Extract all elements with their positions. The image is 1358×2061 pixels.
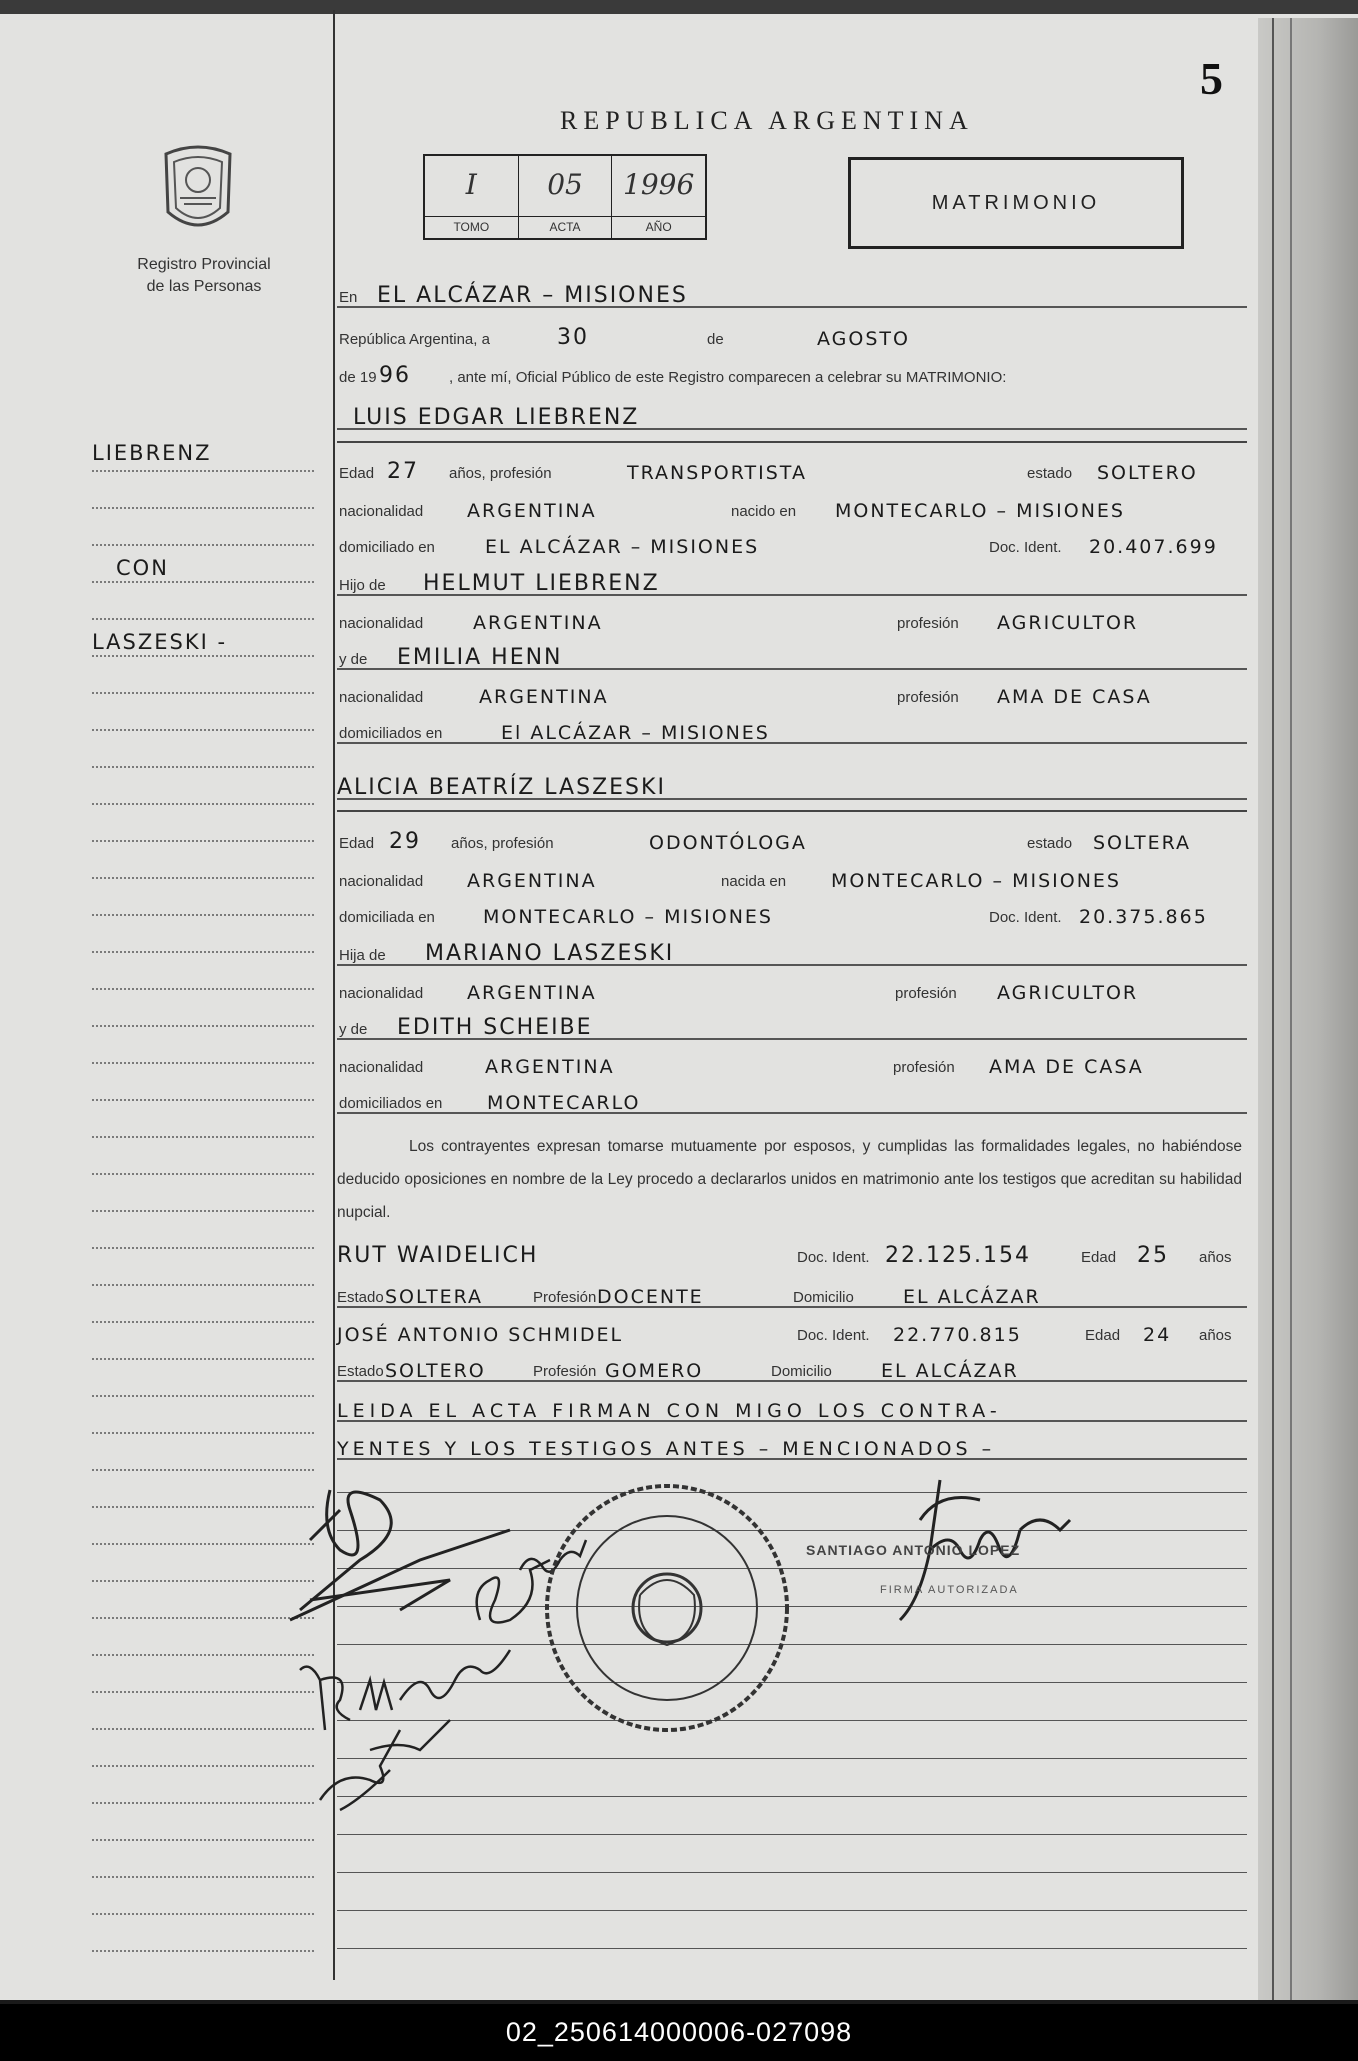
anio-label: AÑO xyxy=(612,216,705,238)
bride-nationality-line xyxy=(337,856,1247,896)
margin-dotted-line xyxy=(92,1432,314,1434)
witness-1-doc: 22.125.154 xyxy=(885,1243,1031,1268)
bride-name: ALICIA BEATRÍZ LASZESKI xyxy=(337,775,666,800)
witness-2-doc: 22.770.815 xyxy=(893,1324,1022,1346)
groom-parents-address: El ALCÁZAR – MISIONES xyxy=(501,722,770,744)
groom-status: SOLTERO xyxy=(1097,462,1198,484)
de-label: de xyxy=(707,331,724,348)
margin-dotted-line xyxy=(92,914,314,916)
groom-name: LUIS EDGAR LIEBRENZ xyxy=(353,405,640,430)
groom-nationality-line xyxy=(337,486,1247,526)
closing-line-1 xyxy=(337,1386,1247,1426)
groom-father-line xyxy=(337,560,1247,600)
signatures-and-seal xyxy=(280,1470,1180,1850)
witness-2-details-line xyxy=(337,1346,1247,1386)
anio-cell xyxy=(612,156,705,238)
nacionalidad-label: nacionalidad xyxy=(339,1059,424,1076)
top-edge xyxy=(0,0,1358,14)
year-prefix: de 19 xyxy=(339,369,377,386)
yde-label: y de xyxy=(339,651,368,668)
margin-dotted-line xyxy=(92,1136,314,1138)
margin-dotted-line xyxy=(92,581,314,583)
bride-parents-address-line xyxy=(337,1078,1247,1118)
anios-label: años xyxy=(1199,1327,1232,1344)
margin-dotted-line xyxy=(92,1321,314,1323)
registry-line-2: de las Personas xyxy=(146,278,262,295)
estado-label: Estado xyxy=(337,1289,384,1306)
profesion-label: profesión xyxy=(893,1059,955,1076)
registry-name xyxy=(108,254,300,298)
groom-father: HELMUT LIEBRENZ xyxy=(423,571,660,596)
closing-line-2 xyxy=(337,1424,1247,1464)
witness-1-profession: DOCENTE xyxy=(597,1286,704,1308)
margin-dotted-line xyxy=(92,1173,314,1175)
witness-1-age: 25 xyxy=(1137,1243,1169,1268)
estado-label: Estado xyxy=(337,1363,384,1380)
groom-doc: 20.407.699 xyxy=(1089,536,1218,558)
bride-mother-line xyxy=(337,1004,1247,1044)
bride-father-profession: AGRICULTOR xyxy=(997,982,1139,1004)
declaration-text: Los contrayentes expresan tomarse mutuamente por esposos, y cumplidas las formalidades legales, no habiéndose deducido oposiciones en nombre de la Ley procedo a declararlos unidos en matrimonio ante los testigos que acreditan su habilidad nupcial. xyxy=(337,1138,1242,1221)
nacionalidad-label: nacionalidad xyxy=(339,615,424,632)
margin-dotted-line xyxy=(92,1062,314,1064)
intro-text: , ante mí, Oficial Público de este Registro comparecen a celebrar su MATRIMONIO: xyxy=(449,369,1007,386)
blank-ruled-line xyxy=(337,1910,1247,1911)
witness-2-profession: GOMERO xyxy=(605,1360,704,1382)
groom-address: EL ALCÁZAR – MISIONES xyxy=(485,536,760,558)
margin-dotted-line xyxy=(92,1099,314,1101)
margin-dotted-line xyxy=(92,1395,314,1397)
witness-2-address: EL ALCÁZAR xyxy=(881,1360,1019,1382)
section-rule xyxy=(337,810,1247,812)
bride-birthplace: MONTECARLO – MISIONES xyxy=(831,870,1121,892)
en-label: En xyxy=(339,289,358,306)
margin-con: CON xyxy=(116,556,169,580)
country-heading: REPUBLICA ARGENTINA xyxy=(560,106,974,135)
margin-dotted-line xyxy=(92,1913,314,1915)
margin-dotted-line xyxy=(92,1284,314,1286)
margin-dotted-line xyxy=(92,803,314,805)
hijo-label: Hijo de xyxy=(339,577,386,594)
groom-age-line xyxy=(337,448,1247,488)
margin-dotted-line xyxy=(92,729,314,731)
bride-profession: ODONTÓLOGA xyxy=(649,832,807,854)
groom-mother-profession: AMA DE CASA xyxy=(997,686,1152,708)
nacionalidad-label: nacionalidad xyxy=(339,873,424,890)
groom-father-nationality: ARGENTINA xyxy=(473,612,603,634)
blank-ruled-line xyxy=(337,1948,1247,1949)
bride-status: SOLTERA xyxy=(1093,832,1192,854)
tomo-label: TOMO xyxy=(425,216,518,238)
witness-2-status: SOLTERO xyxy=(385,1360,486,1382)
registry-line-1: Registro Provincial xyxy=(137,256,271,273)
witness-2-name: JOSÉ ANTONIO SCHMIDEL xyxy=(337,1324,624,1346)
anio-value: 1996 xyxy=(623,168,695,201)
doc-label: Doc. Ident. xyxy=(797,1249,870,1266)
groom-profession: TRANSPORTISTA xyxy=(627,462,807,484)
province-seal-icon xyxy=(160,140,236,240)
document-type: MATRIMONIO xyxy=(848,157,1184,249)
bride-nationality: ARGENTINA xyxy=(467,870,597,892)
margin-dotted-line xyxy=(92,877,314,879)
edad-label: Edad xyxy=(1081,1249,1117,1266)
nacido-label: nacido en xyxy=(731,503,797,520)
bride-address: MONTECARLO – MISIONES xyxy=(483,906,773,928)
groom-father-details-line xyxy=(337,598,1247,638)
margin-dotted-line xyxy=(92,544,314,546)
bride-age: 29 xyxy=(389,829,421,854)
doc-label: Doc. Ident. xyxy=(989,539,1062,556)
profesion-label: Profesión xyxy=(533,1363,597,1380)
bride-father: MARIANO LASZESKI xyxy=(425,941,675,966)
margin-dotted-line xyxy=(92,1950,314,1952)
groom-address-line xyxy=(337,522,1247,562)
margin-dotted-line xyxy=(92,1358,314,1360)
bride-doc: 20.375.865 xyxy=(1079,906,1208,928)
groom-age: 27 xyxy=(387,459,419,484)
groom-mother-nationality: ARGENTINA xyxy=(479,686,609,708)
doc-label: Doc. Ident. xyxy=(989,909,1062,926)
profesion-label: profesión xyxy=(897,689,959,706)
margin-dotted-line xyxy=(92,840,314,842)
margin-dotted-line xyxy=(92,1247,314,1249)
tomo-cell xyxy=(425,156,519,238)
edad-label: Edad xyxy=(339,465,375,482)
official-seal xyxy=(547,1486,787,1730)
official-name: SANTIAGO ANTONIO LOPEZ xyxy=(806,1542,1021,1558)
groom-father-profession: AGRICULTOR xyxy=(997,612,1139,634)
acta-label: ACTA xyxy=(519,216,612,238)
witness-2-age: 24 xyxy=(1143,1324,1172,1346)
groom-mother-line xyxy=(337,634,1247,674)
nacionalidad-label: nacionalidad xyxy=(339,689,424,706)
margin-dotted-line xyxy=(92,655,314,657)
nacionalidad-label: nacionalidad xyxy=(339,985,424,1002)
witness-1-address: EL ALCÁZAR xyxy=(903,1286,1041,1308)
groom-nationality: ARGENTINA xyxy=(467,500,597,522)
nacida-label: nacida en xyxy=(721,873,787,890)
estado-label: estado xyxy=(1027,465,1073,482)
witness-1-name: RUT WAIDELICH xyxy=(337,1243,539,1268)
domiciliada-label: domiciliada en xyxy=(339,909,435,926)
yde-label: y de xyxy=(339,1021,368,1038)
bride-name-line xyxy=(337,764,1247,804)
bride-mother: EDITH SCHEIBE xyxy=(397,1015,593,1040)
domiciliados-label: domiciliados en xyxy=(339,1095,443,1112)
bride-parents-address: MONTECARLO xyxy=(487,1092,641,1114)
day-value: 30 xyxy=(557,325,589,350)
margin-dotted-line xyxy=(92,470,314,472)
page-number: 5 xyxy=(1200,53,1223,104)
profesion-label: profesión xyxy=(897,615,959,632)
margin-surname-1: LIEBRENZ xyxy=(92,441,212,465)
estado-label: estado xyxy=(1027,835,1073,852)
hija-label: Hija de xyxy=(339,947,386,964)
anios-label: años xyxy=(1199,1249,1232,1266)
bride-mother-details-line xyxy=(337,1042,1247,1082)
margin-dotted-line xyxy=(92,507,314,509)
bride-father-nationality: ARGENTINA xyxy=(467,982,597,1004)
bride-father-details-line xyxy=(337,968,1247,1008)
bride-mother-nationality: ARGENTINA xyxy=(485,1056,615,1078)
margin-dotted-line xyxy=(92,766,314,768)
edad-label: Edad xyxy=(339,835,375,852)
section-rule xyxy=(337,441,1247,443)
domicilio-label: Domicilio xyxy=(793,1289,854,1306)
signature-witness-1 xyxy=(300,1650,510,1730)
margin-dotted-line xyxy=(92,1025,314,1027)
edad-label: Edad xyxy=(1085,1327,1121,1344)
year-line xyxy=(337,352,1247,392)
place-value: EL ALCÁZAR – MISIONES xyxy=(377,283,688,308)
bride-age-line xyxy=(337,818,1247,858)
witness-1-status: SOLTERA xyxy=(385,1286,484,1308)
witness-1-line xyxy=(337,1232,1247,1272)
groom-birthplace: MONTECARLO – MISIONES xyxy=(835,500,1125,522)
witness-1-details-line xyxy=(337,1272,1247,1312)
republica-label: República Argentina, a xyxy=(339,331,490,348)
official-title: FIRMA AUTORIZADA xyxy=(880,1584,1019,1596)
margin-dotted-line xyxy=(92,1210,314,1212)
signature-witness-2 xyxy=(320,1720,450,1810)
domiciliados-label: domiciliados en xyxy=(339,725,443,742)
domicilio-label: Domicilio xyxy=(771,1363,832,1380)
margin-dotted-line xyxy=(92,988,314,990)
bride-mother-profession: AMA DE CASA xyxy=(989,1056,1144,1078)
place-line xyxy=(337,272,1247,312)
margin-dotted-line xyxy=(92,692,314,694)
bride-address-line xyxy=(337,892,1247,932)
year-suffix: 96 xyxy=(379,363,411,388)
margin-dotted-line xyxy=(92,618,314,620)
reference-box xyxy=(423,154,707,240)
profesion-label: Profesión xyxy=(533,1289,597,1306)
profesion-label: años, profesión xyxy=(451,835,554,852)
signature-bride xyxy=(477,1540,586,1623)
profesion-label: años, profesión xyxy=(449,465,552,482)
nacionalidad-label: nacionalidad xyxy=(339,503,424,520)
margin-dotted-line xyxy=(92,1876,314,1878)
groom-mother-details-line xyxy=(337,672,1247,712)
tomo-value: I xyxy=(465,168,477,201)
closing-text-1: LEIDA EL ACTA FIRMAN CON MIGO LOS CONTRA- xyxy=(337,1400,1002,1422)
acta-value: 05 xyxy=(547,168,583,201)
image-caption: 02_250614000006-027098 xyxy=(0,2004,1358,2061)
book-binding-edge xyxy=(1258,18,1358,2000)
doc-label: Doc. Ident. xyxy=(797,1327,870,1344)
margin-dotted-line xyxy=(92,951,314,953)
margin-surname-2: LASZESKI - xyxy=(92,630,228,654)
groom-name-line xyxy=(337,394,1247,434)
witness-2-line xyxy=(337,1310,1247,1350)
groom-parents-address-line xyxy=(337,708,1247,748)
acta-cell xyxy=(519,156,613,238)
month-value: AGOSTO xyxy=(817,328,910,350)
groom-mother: EMILIA HENN xyxy=(397,645,563,670)
date-line xyxy=(337,314,1247,354)
closing-text-2: YENTES Y LOS TESTIGOS ANTES – MENCIONADOS – xyxy=(337,1438,996,1460)
bride-father-line xyxy=(337,930,1247,970)
domiciliado-label: domiciliado en xyxy=(339,539,435,556)
blank-ruled-line xyxy=(337,1872,1247,1873)
profesion-label: profesión xyxy=(895,985,957,1002)
